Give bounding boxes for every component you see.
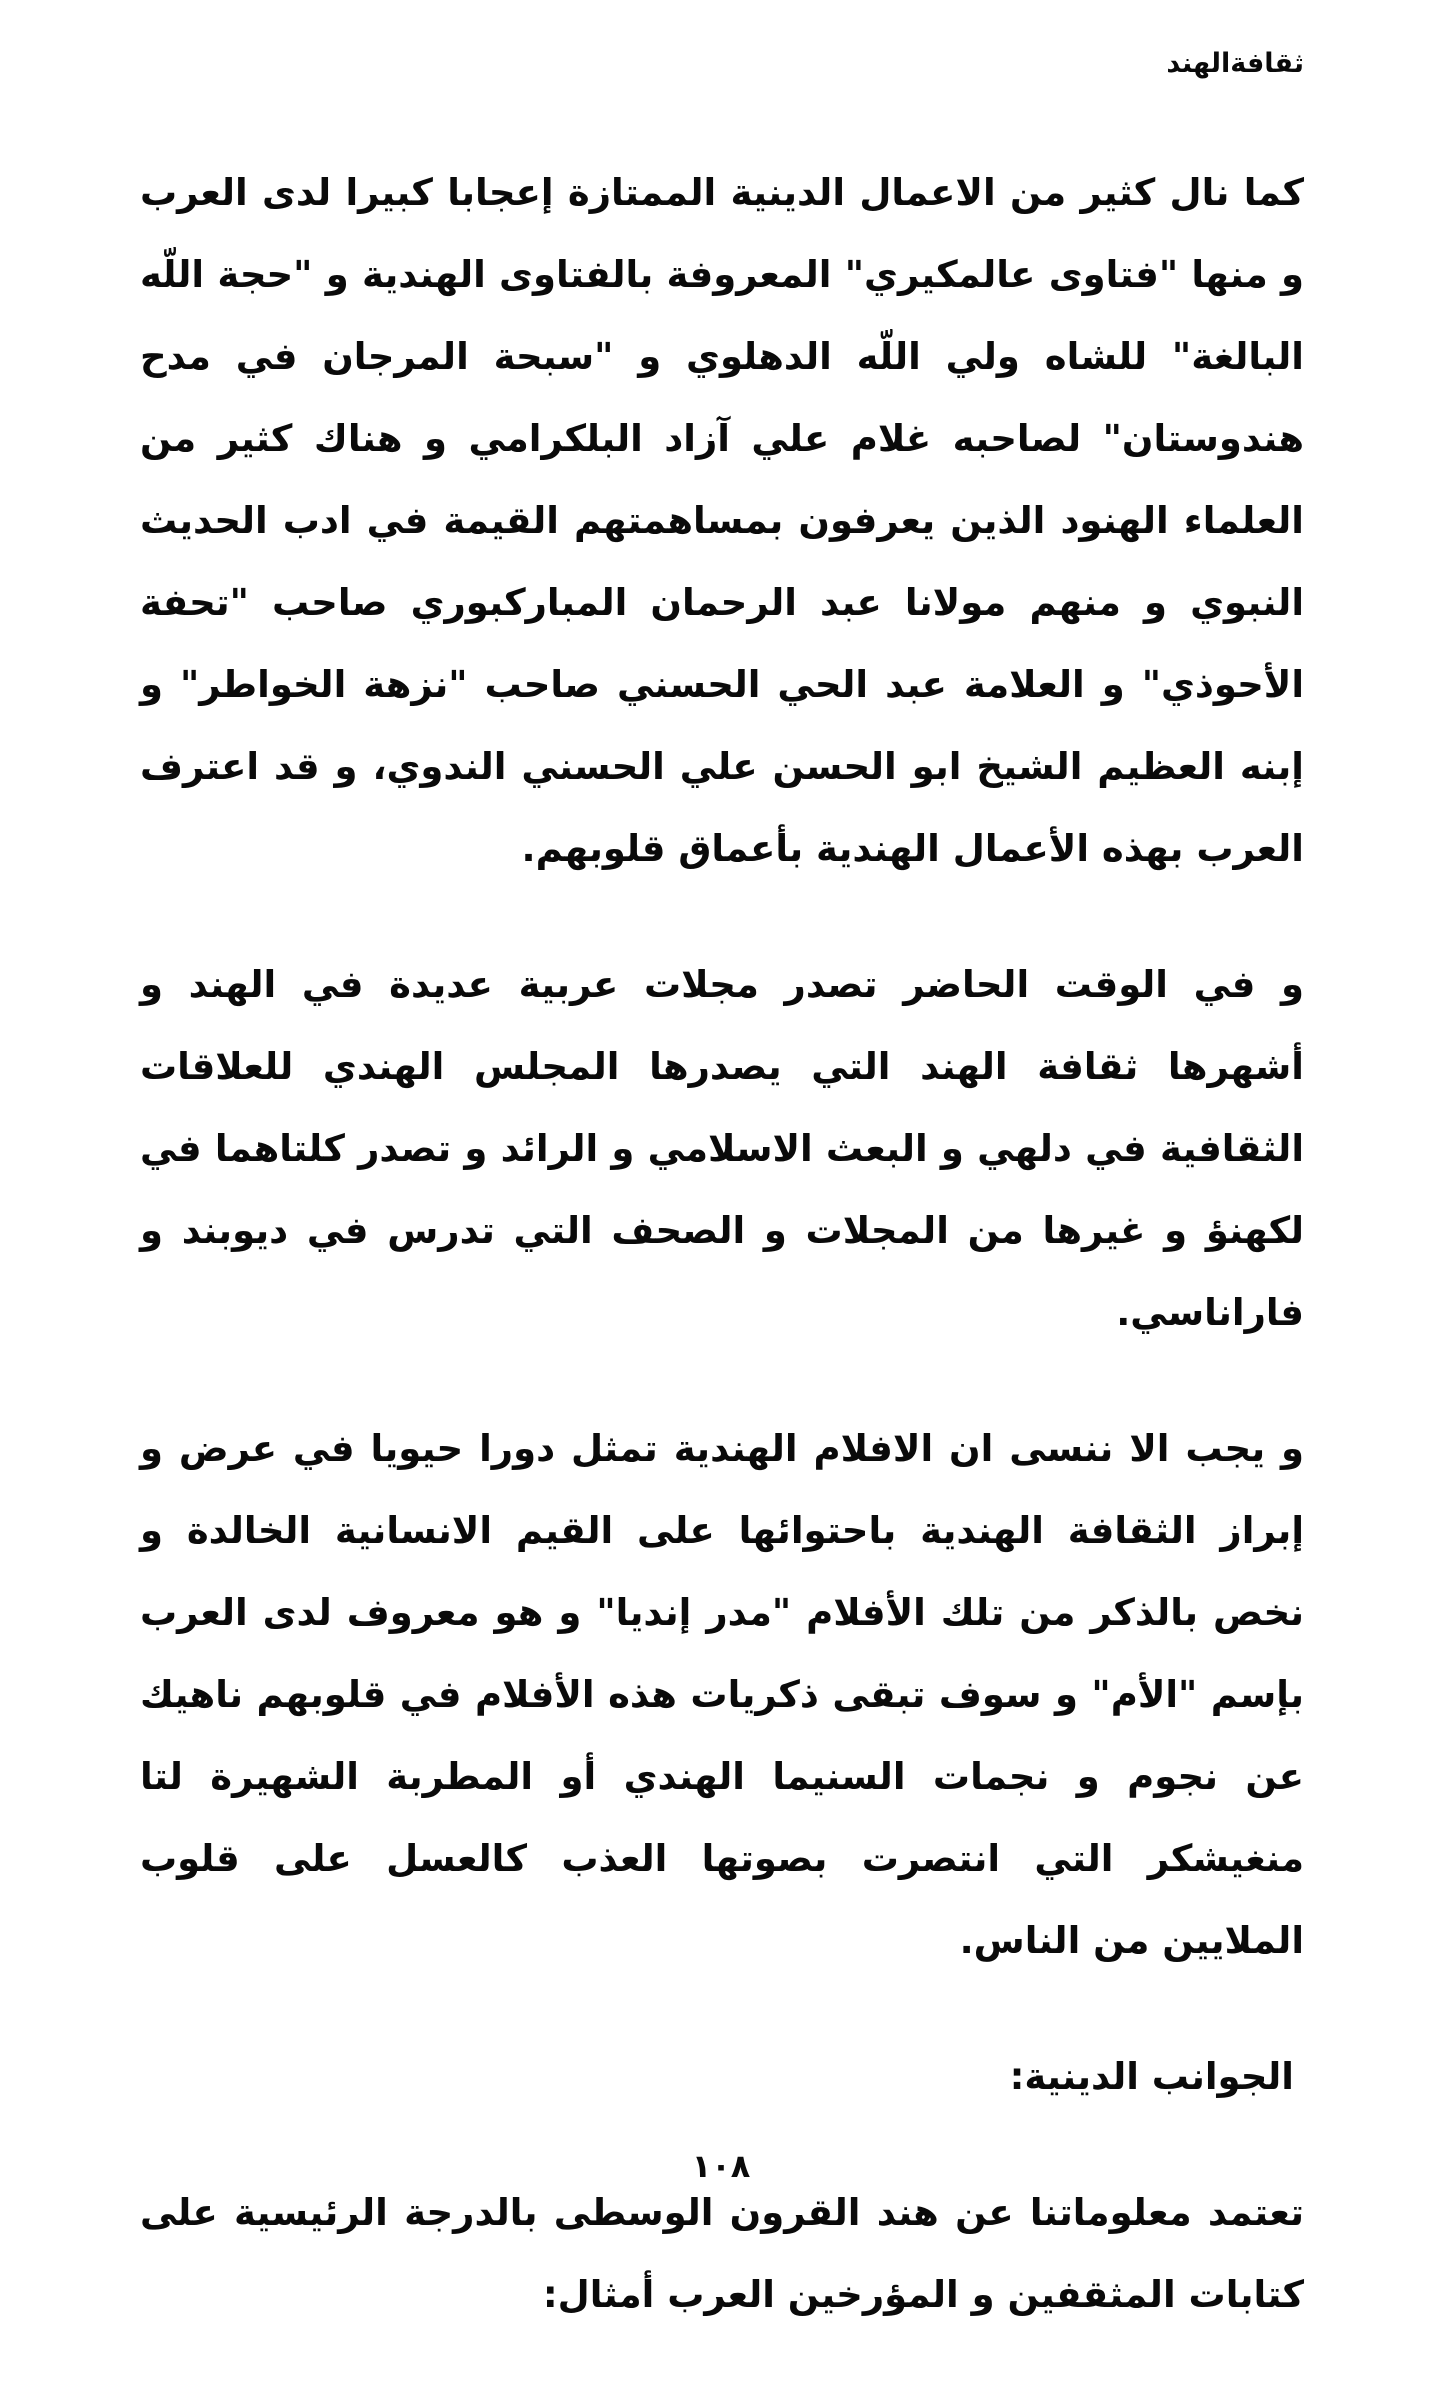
page-number: ١٠٨ — [691, 2147, 751, 2185]
running-header: ثقافةالهند — [1166, 48, 1304, 79]
paragraph-arabic-magazines: و في الوقت الحاضر تصدر مجلات عربية عديدة في الهند و أشهرها ثقافة الهند التي يصدرها المجلس الهندي للعلاقات الثقافية في دلهي و البعث الاسلامي و الرائد و تصدر كلتاهما في لكهنؤ و غيرها من المجلات و الصحف التي تدرس في ديوبند و فاراناسي. — [140, 963, 1304, 1334]
paragraph-medieval-sources: تعتمد معلوماتنا عن هند القرون الوسطى بالدرجة الرئيسية على كتابات المثقفين و المؤرخين العرب أمثال: — [140, 2191, 1304, 2316]
paragraph-religious-works: كما نال كثير من الاعمال الدينية الممتازة إعجابا كبيرا لدى العرب و منها "فتاوى عالمكيري" المعروفة بالفتاوى الهندية و "حجة اللّه البالغة" للشاه ولي اللّه الدهلوي و "سبحة المرجان في مدح هندوستان" لصاحبه غلام علي آزاد البلكرامي و هناك كثير من العلماء الهنود الذين يعرفون بمساهمتهم القيمة في ادب الحديث النبوي و منهم مولانا عبد الرحمان المباركبوري صاحب "تحفة الأحوذي" و العلامة عبد الحي الحسني صاحب "نزهة الخواطر" و إبنه العظيم الشيخ ابو الحسن علي الحسني الندوي، و قد اعترف العرب بهذه الأعمال الهندية بأعماق قلوبهم. — [140, 171, 1304, 870]
section-heading: الجوانب الدينية: — [1009, 2055, 1294, 2098]
body-text — [140, 152, 1304, 2390]
paragraph-indian-films: و يجب الا ننسى ان الافلام الهندية تمثل دورا حيويا في عرض و إبراز الثقافة الهندية باحتوائها على القيم الانسانية الخالدة و نخص بالذكر من تلك الأفلام "مدر إنديا" و هو معروف لدى العرب بإسم "الأم" و سوف تبقى ذكريات هذه الأفلام في قلوبهم ناهيك عن نجوم و نجمات السنيما الهندي أو المطربة الشهيرة لتا منغيشكر التي انتصرت بصوتها العذب كالعسل على قلوب الملايين من الناس. — [140, 1427, 1304, 1962]
